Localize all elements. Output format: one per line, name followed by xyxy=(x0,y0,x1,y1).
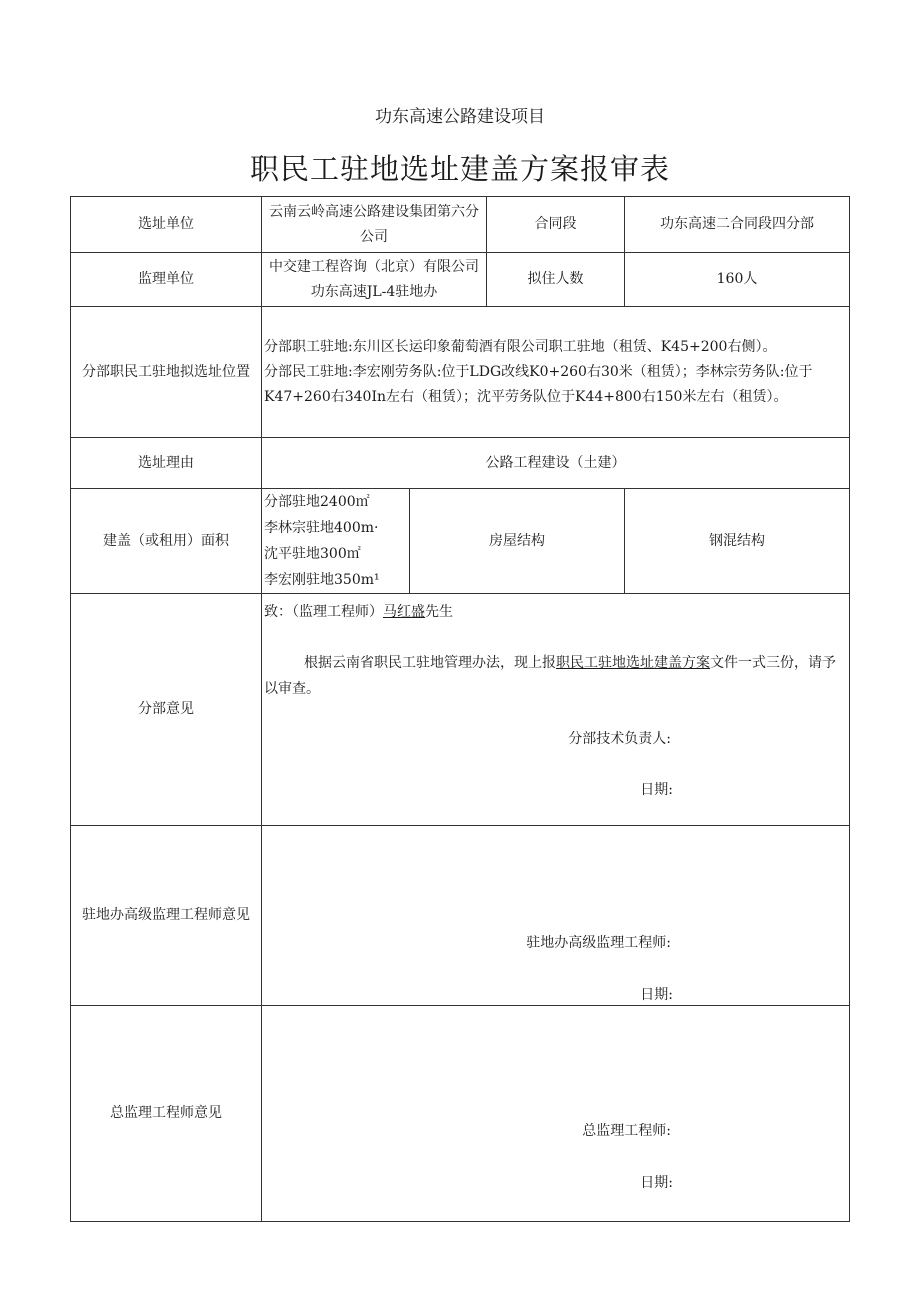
reason-value: 公路工程建设（土建） xyxy=(262,438,850,489)
resident-opinion-row xyxy=(71,826,850,1006)
residents-value: 160人 xyxy=(625,253,850,307)
resident-opinion-field xyxy=(262,826,850,1006)
chief-signer-label: 总监理工程师: xyxy=(582,1123,671,1139)
branch-signer-label: 分部技术负责人: xyxy=(568,731,671,747)
location-value xyxy=(262,307,850,438)
branch-date-label: 日期: xyxy=(640,782,673,798)
addressee-line xyxy=(264,600,453,625)
addressee-prefix: 致：（监理工程师） xyxy=(264,604,383,620)
chief-opinion-label: 总监理工程师意见 xyxy=(71,1006,262,1222)
supervisor-label: 监理单位 xyxy=(71,253,262,307)
worker-camp-location: 分部民工驻地:李宏刚劳务队:位于LDG改线K0+260右30米（租赁）；李林宗劳务队:位于K47+260右340In左右（租赁）；沈平劳务队位于K44+800右150米左右（租赁）。 xyxy=(264,363,813,405)
area-label: 建盖（或租用）面积 xyxy=(71,489,262,594)
submission-text-prefix: 根据云南省职民工驻地管理办法，现上报 xyxy=(304,655,556,671)
branch-opinion-field xyxy=(262,594,850,826)
branch-opinion-label: 分部意见 xyxy=(71,594,262,826)
contract-label: 合同段 xyxy=(487,197,625,253)
supervisor-row xyxy=(71,253,850,307)
structure-value: 钢混结构 xyxy=(625,489,850,594)
addressee-suffix: 先生 xyxy=(425,604,453,620)
structure-label: 房屋结构 xyxy=(410,489,625,594)
chief-date-label: 日期: xyxy=(640,1175,673,1191)
area-list xyxy=(262,489,410,594)
reason-row xyxy=(71,438,850,489)
area-item: 李宏刚驻地350m¹ xyxy=(264,572,380,588)
project-name: 功东高速公路建设项目 xyxy=(375,107,545,127)
addressee-name: 马红盛 xyxy=(383,604,425,620)
contract-value: 功东高速二合同段四分部 xyxy=(625,197,850,253)
residents-label: 拟住人数 xyxy=(487,253,625,307)
location-label: 分部职民工驻地拟选址位置 xyxy=(71,307,262,438)
chief-opinion-field xyxy=(262,1006,850,1222)
chief-opinion-row xyxy=(71,1006,850,1222)
branch-opinion-row xyxy=(71,594,850,826)
site-unit-row xyxy=(71,197,850,253)
area-row xyxy=(71,489,850,594)
resident-signer-label: 驻地办高级监理工程师: xyxy=(526,935,671,951)
reason-label: 选址理由 xyxy=(71,438,262,489)
submitted-document: 职民工驻地选址建盖方案 xyxy=(556,655,710,671)
area-item: 分部驻地2400㎡ xyxy=(264,494,370,510)
resident-opinion-label: 驻地办高级监理工程师意见 xyxy=(71,826,262,1006)
form-title: 职民工驻地选址建盖方案报审表 xyxy=(249,152,670,186)
supervisor-value: 中交建工程咨询（北京）有限公司功东高速JL-4驻地办 xyxy=(262,253,487,307)
approval-form-table xyxy=(70,196,850,1222)
location-row xyxy=(71,307,850,438)
submission-text-suffix: 文件一式三份，请予以审查。 xyxy=(264,655,836,697)
staff-camp-location: 分部职工驻地:东川区长运印象葡萄酒有限公司职工驻地（租赁、K45+200右侧）。 xyxy=(264,338,777,355)
resident-date-label: 日期: xyxy=(640,987,673,1003)
submission-text xyxy=(264,650,843,702)
site-unit-label: 选址单位 xyxy=(71,197,262,253)
site-unit-value: 云南云岭高速公路建设集团第六分公司 xyxy=(262,197,487,253)
area-item: 李林宗驻地400m· xyxy=(264,520,379,536)
area-item: 沈平驻地300㎡ xyxy=(264,546,361,562)
